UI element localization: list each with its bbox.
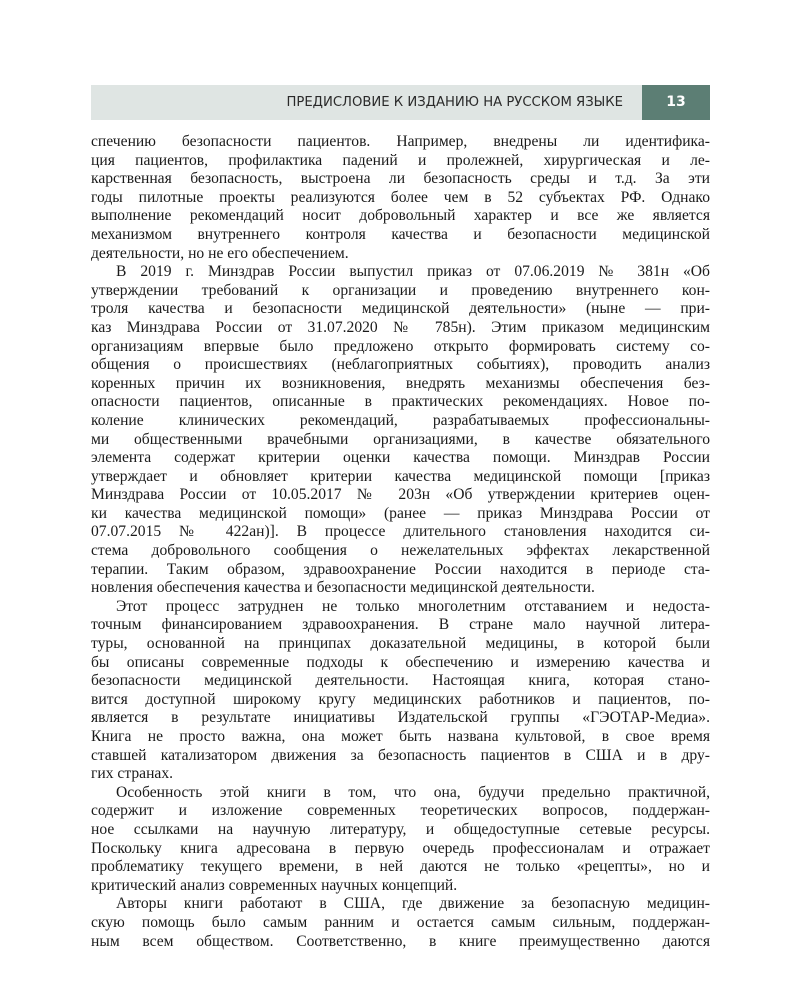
text-line: скую помощь было самым ранним и остается самым сильным, поддержан- (91, 913, 710, 931)
paragraph (91, 784, 710, 896)
paragraph (91, 895, 710, 951)
text-line: элемента содержат критерии оценки качества помощи. Минздрав России (91, 449, 710, 467)
running-header (91, 85, 710, 120)
text-line: организациям впервые было предложено открыто формировать систему со- (91, 337, 710, 355)
text-line: критический анализ современных научных концепций. (91, 876, 458, 894)
text-line: выполнение рекомендаций носит добровольный характер и все же является (91, 207, 710, 225)
text-line: точным финансированием здравоохранения. В стране мало научной литера- (91, 616, 710, 634)
text-line: Книга не просто важна, она может быть названа культовой, в свое время (91, 728, 710, 745)
text-line: безопасности медицинской деятельности. Настоящая книга, которая стано- (91, 672, 710, 690)
text-line: новления обеспечения качества и безопасности медицинской деятельности. (91, 579, 595, 597)
text-line: ция пациентов, профилактика падений и пролежней, хирургическая и ле- (91, 151, 710, 169)
paragraph (91, 263, 710, 598)
running-header-title: ПРЕДИСЛОВИЕ К ИЗДАНИЮ НА РУССКОМ ЯЗЫКЕ (286, 95, 623, 110)
text-line: проблематику текущего времени, в ней даются не только «рецепты», но и (91, 858, 710, 876)
text-line: Этот процесс затруднен не только многолетним отставанием и недоста- (116, 597, 710, 615)
text-line: терапии. Таким образом, здравоохранение России находится в периоде ста- (91, 560, 710, 578)
text-line: общения о происшествиях (неблагоприятных событиях), проводить анализ (91, 356, 710, 374)
paragraph (91, 133, 710, 263)
page-number: 13 (642, 85, 710, 120)
text-line: стема добровольного сообщения о нежелательных эффектах лекарственной (91, 542, 710, 560)
body-text (91, 133, 710, 951)
text-line: ми общественными врачебными организациями, в качестве обязательного (91, 430, 710, 448)
text-line: спечению безопасности пациентов. Например, внедрены ли идентифика- (91, 133, 710, 150)
text-line: Минздрава России от 10.05.2017 № 203н «Об утверждении критериев оцен- (91, 486, 710, 504)
text-line: бы описаны современные подходы к обеспечению и измерению качества и (91, 653, 710, 671)
text-line: туры, основанной на принципах доказательной медицины, в которой были (91, 635, 710, 653)
text-line: годы пилотные проекты реализуются более чем в 52 субъектах РФ. Однако (91, 188, 710, 206)
text-line: Особенность этой книги в том, что она, будучи предельно практичной, (116, 783, 710, 801)
text-line: деятельности, но не его обеспечением. (91, 244, 349, 262)
text-line: гих странах. (91, 765, 174, 783)
text-line: коренных причин их возникновения, внедрять механизмы обеспечения без- (91, 374, 710, 392)
text-line: В 2019 г. Минздрав России выпустил приказ от 07.06.2019 № 381н «Об (116, 263, 710, 281)
text-line: каз Минздрава России от 31.07.2020 № 785н). Этим приказом медицинским (91, 318, 710, 336)
text-line: утверждении требований к организации и проведению внутреннего кон- (91, 281, 710, 299)
text-line: Поскольку книга адресована в первую очередь профессионалам и отражает (91, 839, 710, 857)
text-line: коление клинических рекомендаций, разрабатываемых профессиональны- (91, 411, 710, 429)
text-line: опасности пациентов, описанные в практических рекомендациях. Новое по- (91, 393, 710, 411)
text-line: троля качества и безопасности медицинской деятельности» (ныне — при- (91, 300, 710, 318)
text-line: является в результате инициативы Издательской группы «ГЭОТАР-Медиа». (91, 709, 710, 727)
text-line: утверждает и обновляет критерии качества медицинской помощи [приказ (91, 467, 710, 485)
text-line: 07.07.2015 № 422ан)]. В процессе длительного становления находится си- (91, 523, 710, 541)
text-line: вится доступной широкому кругу медицинских работников и пациентов, по- (91, 690, 710, 708)
text-line: ным всем обществом. Соответственно, в книге преимущественно даются (91, 932, 710, 950)
text-line: ное ссылками на научную литературу, и общедоступные сетевые ресурсы. (91, 820, 710, 838)
text-line: Авторы книги работают в США, где движение за безопасную медицин- (116, 895, 710, 913)
text-line: ки качества медицинской помощи» (ранее — приказ Минздрава России от (91, 504, 710, 522)
text-line: карственная безопасность, выстроена ли безопасность среды и т.д. За эти (91, 170, 710, 188)
text-line: механизмом внутреннего контроля качества и безопасности медицинской (91, 225, 710, 243)
text-line: содержит и изложение современных теоретических вопросов, поддержан- (91, 802, 710, 820)
paragraph (91, 598, 710, 784)
text-line: ставшей катализатором движения за безопасность пациентов в США и в дру- (91, 746, 710, 764)
